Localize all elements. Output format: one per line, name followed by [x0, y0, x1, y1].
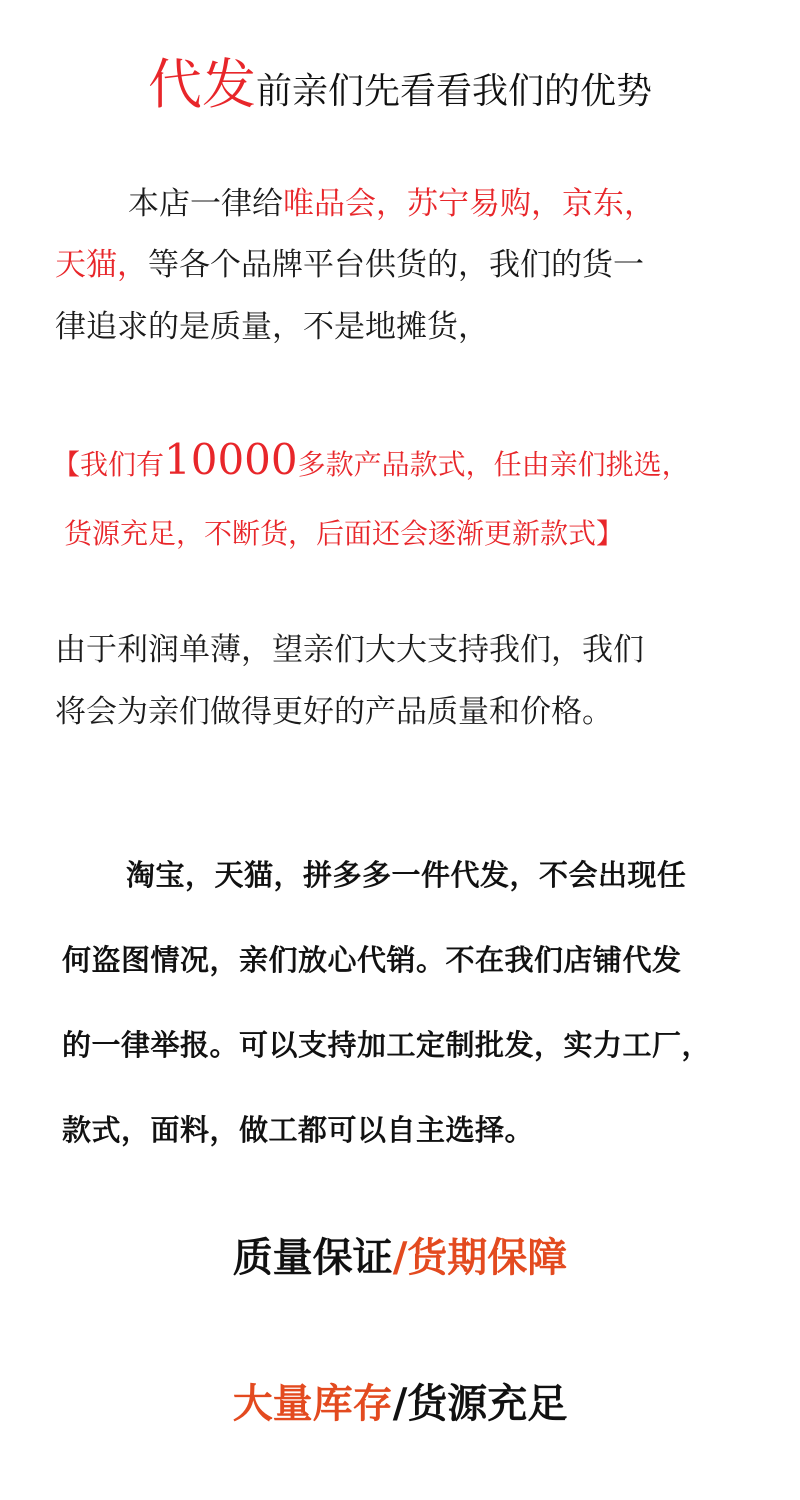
quality-heading-b: 货期保障 [407, 1234, 568, 1281]
title-rest: 前亲们先看看我们的优势 [255, 71, 652, 112]
stock-heading-b: 货源充足 [407, 1380, 568, 1427]
quality-heading-a: 质量保证 [232, 1234, 393, 1281]
intro-tmall: 天猫， [55, 247, 148, 283]
notice-line-1-text: 淘宝，天猫，拼多多一件代发，不会出现任 [126, 858, 687, 892]
intro-platforms: 唯品会，苏宁易购，京东， [283, 186, 655, 222]
stock-line-1-b: 多款产品款式，任由亲们挑选， [297, 448, 690, 481]
intro-line-1-text: 本店一律给 [128, 186, 283, 222]
intro-line-2-text: 等各个品牌平台供货的，我们的货一 [148, 247, 644, 283]
quality-heading-sep: / [392, 1234, 408, 1281]
stock-heading-a: 大量库存 [232, 1380, 393, 1427]
stock-count: 10000 [164, 435, 298, 484]
intro-line-3 [55, 307, 489, 347]
title-highlight: 代发 [147, 53, 256, 116]
profit-line-2-text: 将会为亲们做得更好的产品质量和价格。 [55, 694, 613, 730]
profit-line-2 [55, 692, 613, 732]
stock-line-1-a: 【我们有 [52, 448, 165, 481]
intro-line-1 [128, 184, 655, 224]
page-title [0, 50, 800, 127]
notice-line-3-text: 的一律举报。可以支持加工定制批发，实力工厂， [62, 1028, 712, 1062]
stock-line-2-text: 货源充足，不断货，后面还会逐渐更新款式】 [64, 517, 625, 550]
stock-line-1 [52, 435, 690, 485]
profit-line-1-text: 由于利润单薄，望亲们大大支持我们，我们 [55, 632, 644, 668]
notice-line-3 [62, 1025, 711, 1065]
notice-line-4 [62, 1110, 534, 1150]
notice-line-2 [62, 940, 682, 980]
stock-heading [0, 1374, 800, 1434]
notice-line-4-text: 款式，面料，做工都可以自主选择。 [62, 1113, 535, 1147]
profit-line-1 [55, 630, 644, 670]
intro-line-2 [55, 245, 644, 285]
stock-heading-sep: / [392, 1380, 408, 1427]
notice-line-1 [126, 855, 687, 895]
stock-line-2 [64, 514, 624, 554]
intro-line-3-text: 律追求的是质量，不是地摊货， [55, 309, 489, 345]
notice-line-2-text: 何盗图情况，亲们放心代销。不在我们店铺代发 [62, 943, 682, 977]
quality-heading [0, 1228, 800, 1288]
